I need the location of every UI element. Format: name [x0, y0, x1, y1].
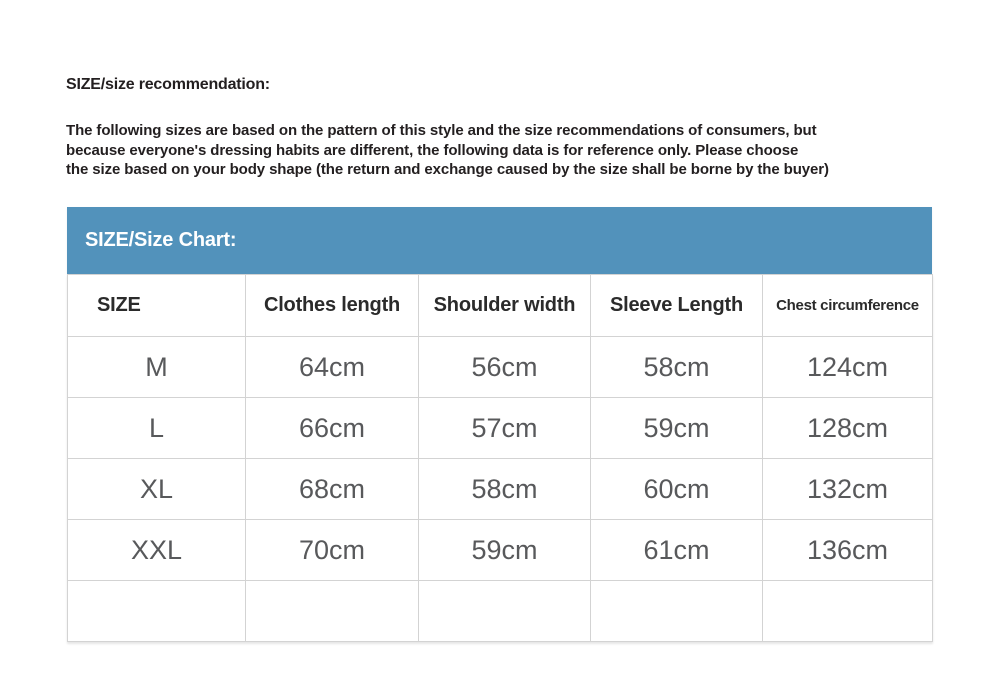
table-row-m: [68, 337, 933, 398]
cell-shoulder-width: [419, 581, 591, 642]
table-header-row: [68, 275, 933, 337]
cell-size: XL: [68, 459, 246, 520]
cell-sleeve-length: 59cm: [591, 398, 763, 459]
cell-size: L: [68, 398, 246, 459]
cell-shoulder-width: 58cm: [419, 459, 591, 520]
cell-shoulder-width: 56cm: [419, 337, 591, 398]
column-header-shoulder-width: Shoulder width: [419, 275, 591, 337]
size-chart-title-bar: [67, 207, 932, 274]
cell-clothes-length: 68cm: [246, 459, 419, 520]
cell-sleeve-length: 60cm: [591, 459, 763, 520]
intro-line-2: because everyone's dressing habits are different, the following data is for reference only. Please choose: [66, 141, 799, 159]
cell-size: [68, 581, 246, 642]
cell-sleeve-length: 61cm: [591, 520, 763, 581]
cell-clothes-length: 66cm: [246, 398, 419, 459]
cell-clothes-length: [246, 581, 419, 642]
cell-shoulder-width: 57cm: [419, 398, 591, 459]
size-chart-table: [67, 274, 933, 642]
intro-line-3: the size based on your body shape (the return and exchange caused by the size shall be borne by the buyer): [66, 161, 829, 178]
cell-chest-circumference: 128cm: [763, 398, 933, 459]
cell-chest-circumference: [763, 581, 933, 642]
column-header-clothes-length: Clothes length: [246, 275, 419, 337]
cell-chest-circumference: 124cm: [763, 337, 933, 398]
table-row-empty: [68, 581, 933, 642]
column-header-size: SIZE: [68, 275, 246, 337]
cell-clothes-length: 70cm: [246, 520, 419, 581]
intro-paragraph: [66, 121, 829, 180]
cell-shoulder-width: 59cm: [419, 520, 591, 581]
column-header-chest-circumference: Chest circumference: [763, 275, 933, 337]
page-title: SIZE/size recommendation:: [66, 76, 270, 93]
cell-size: M: [68, 337, 246, 398]
intro-line-1: The following sizes are based on the pattern of this style and the size recommendations of consumers, but: [66, 122, 817, 139]
table-row-xxl: [68, 520, 933, 581]
table-row-l: [68, 398, 933, 459]
cell-clothes-length: 64cm: [246, 337, 419, 398]
size-chart-title: SIZE/Size Chart:: [85, 229, 237, 251]
column-header-sleeve-length: Sleeve Length: [591, 275, 763, 337]
cell-size: XXL: [68, 520, 246, 581]
table-row-xl: [68, 459, 933, 520]
cell-sleeve-length: [591, 581, 763, 642]
cell-sleeve-length: 58cm: [591, 337, 763, 398]
cell-chest-circumference: 132cm: [763, 459, 933, 520]
cell-chest-circumference: 136cm: [763, 520, 933, 581]
